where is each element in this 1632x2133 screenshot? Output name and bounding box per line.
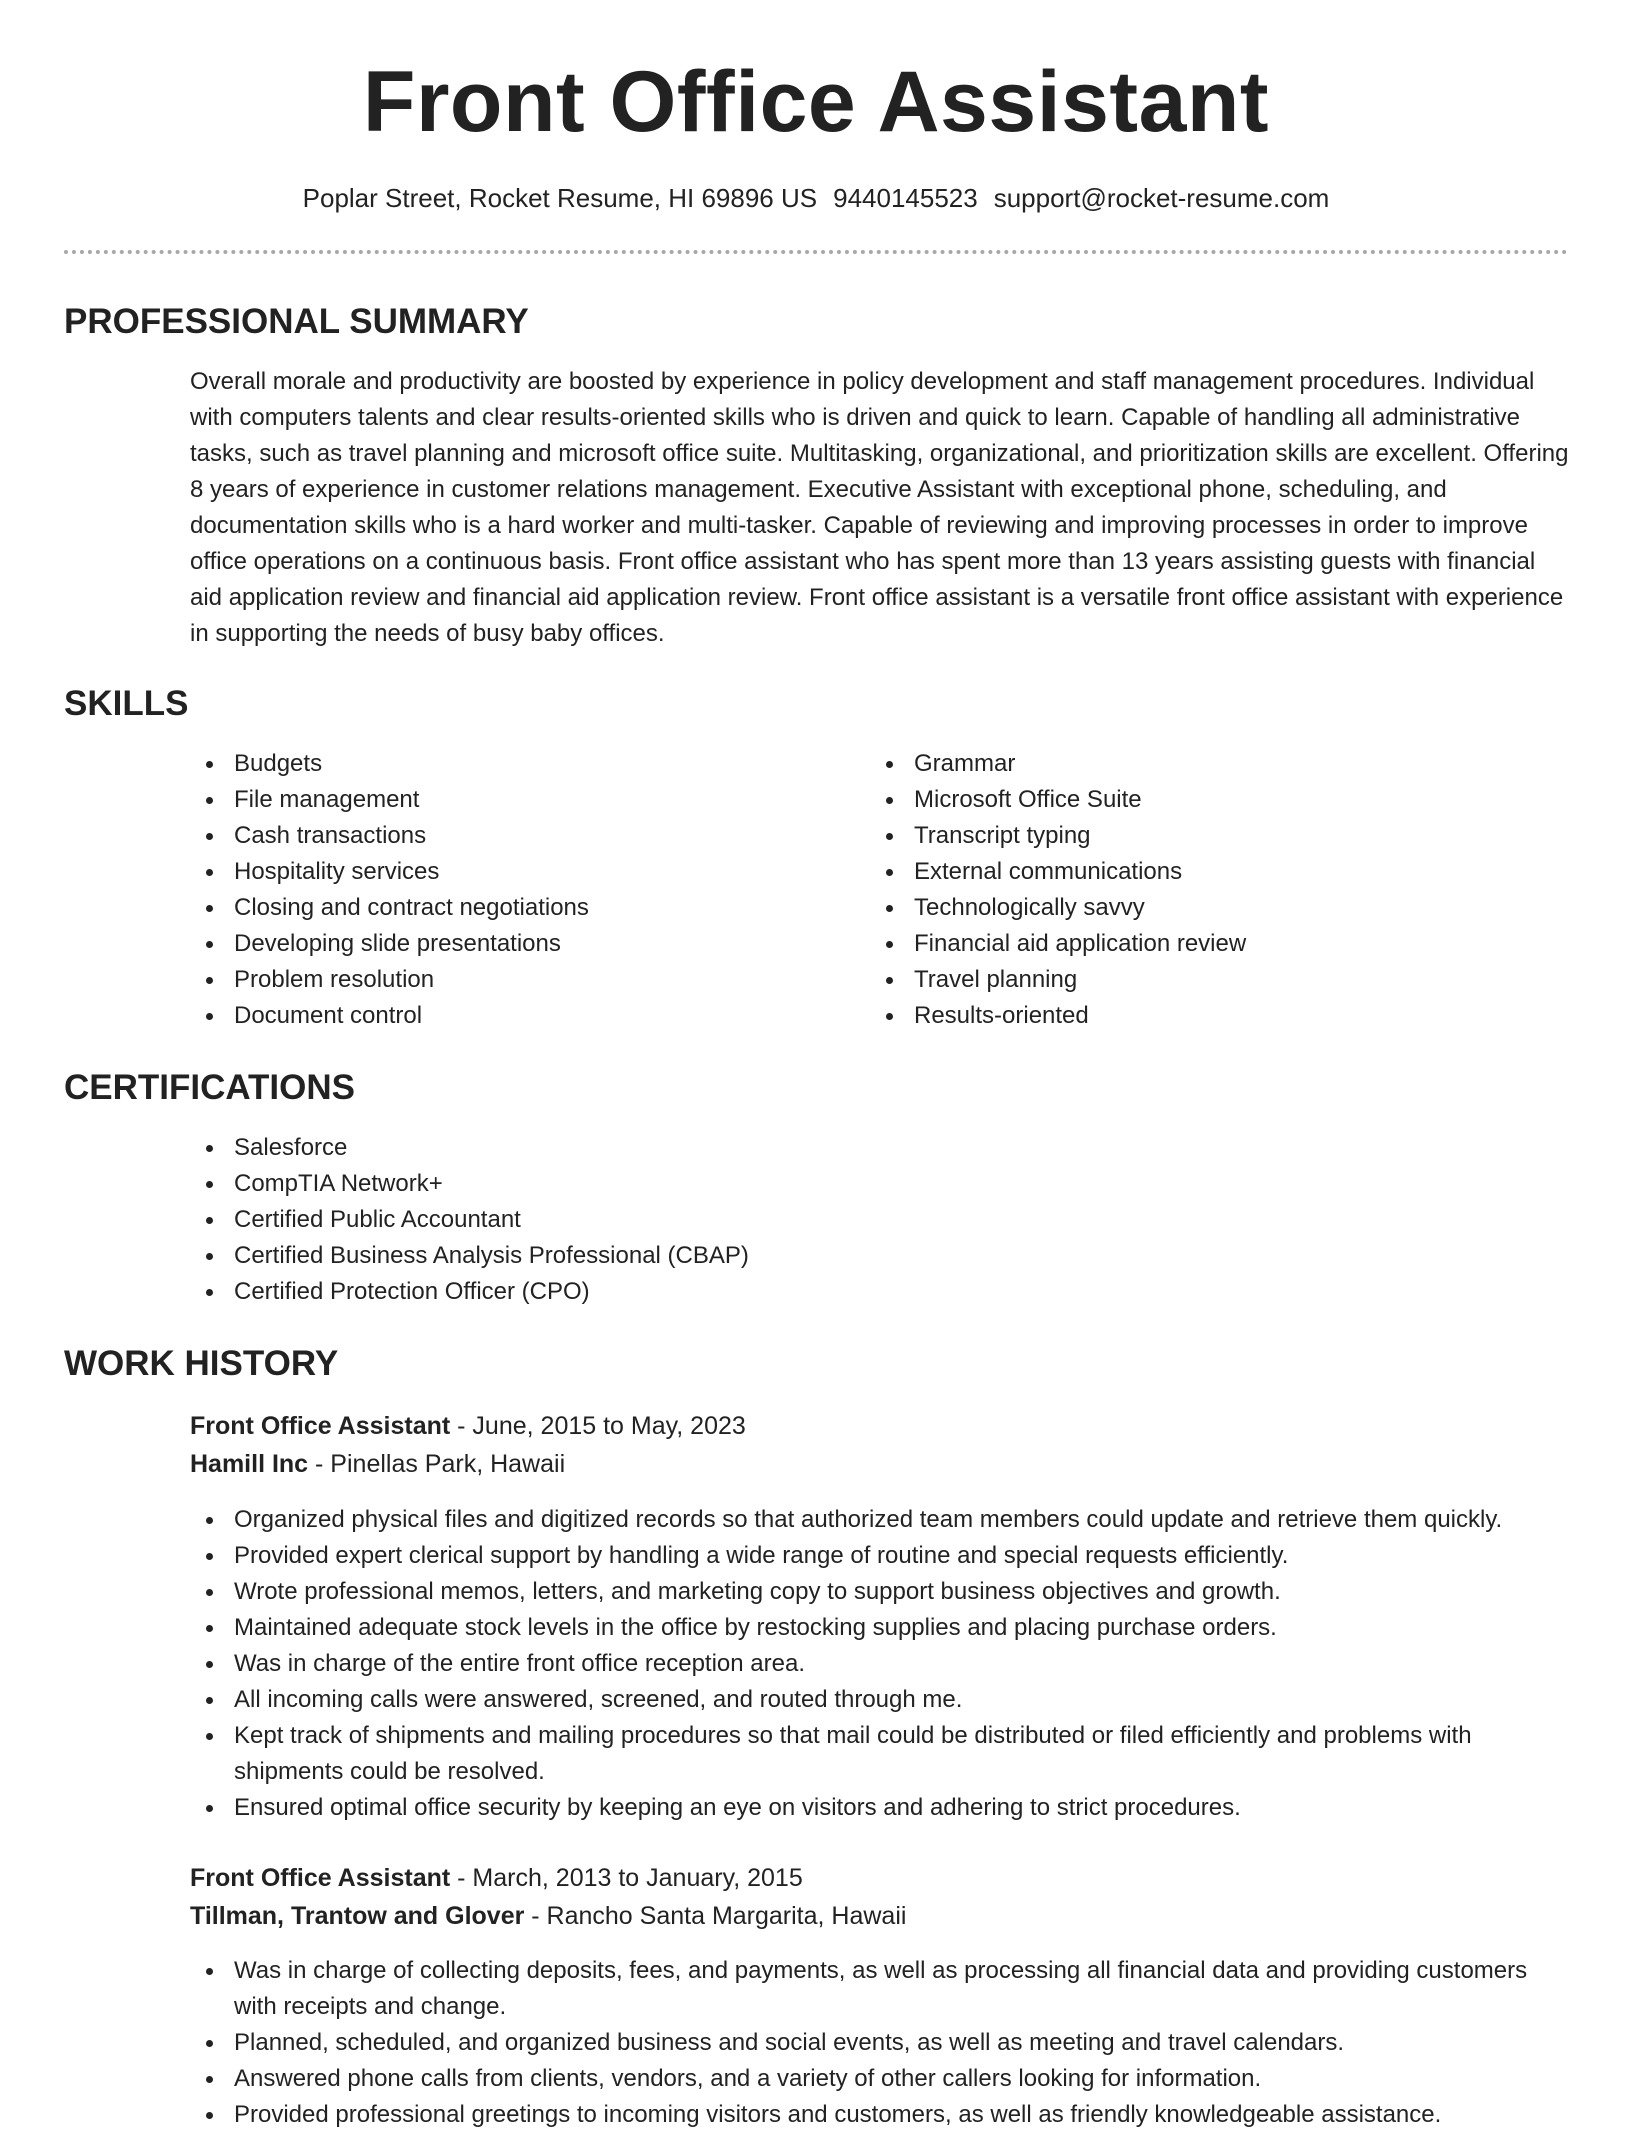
certification-item: CompTIA Network+ <box>190 1166 1190 1202</box>
job-title: Front Office Assistant <box>190 1412 451 1440</box>
job-dates: - March, 2013 to January, 2015 <box>450 1864 803 1892</box>
job-location: - Pinellas Park, Hawaii <box>308 1450 566 1478</box>
certification-item: Certified Public Accountant <box>190 1202 1190 1238</box>
job-duty-item: Answered phone calls from clients, vendors, and a variety of other callers looking for information. <box>190 2061 1570 2097</box>
skill-item: Financial aid application review <box>870 926 1550 962</box>
skill-item: Budgets <box>190 746 830 782</box>
certifications-list <box>190 1130 1190 1310</box>
job-duty-item: Maintained adequate stock levels in the office by restocking supplies and placing purchase orders. <box>190 1610 1570 1646</box>
summary-text: Overall morale and productivity are boosted by experience in policy development and staff management procedures. Individual with computers talents and clear results-oriented skills who is driven and quick to learn. Capable of handling all administrative tasks, such as travel planning and microsoft office suite. Multitasking, organizational, and prioritization skills are excellent. Offering 8 years of experience in customer relations management. Executive Assistant with exceptional phone, scheduling, and documentation skills who is a hard worker and multi-tasker. Capable of reviewing and improving processes in order to improve office operations on a continuous basis. Front office assistant who has spent more than 13 years assisting guests with financial aid application review and financial aid application review. Front office assistant is a versatile front office assistant with experience in supporting the needs of busy baby offices. <box>190 368 1569 647</box>
skill-item: Document control <box>190 998 830 1034</box>
job-duty-item: Planned, scheduled, and organized business and social events, as well as meeting and travel calendars. <box>190 2025 1570 2061</box>
job-company-line <box>190 1898 906 1934</box>
job-title-line <box>190 1860 803 1896</box>
contact-line <box>0 180 1632 216</box>
contact-email: support@rocket-resume.com <box>993 183 1330 213</box>
skill-item: External communications <box>870 854 1550 890</box>
job-duty-item: Was in charge of the entire front office reception area. <box>190 1646 1570 1682</box>
job-dates: - June, 2015 to May, 2023 <box>450 1412 746 1440</box>
skills-list-right <box>870 746 1550 1034</box>
skill-item: Problem resolution <box>190 962 830 998</box>
skill-item: Developing slide presentations <box>190 926 830 962</box>
job-duty-item: Organized physical files and digitized records so that authorized team members could update and retrieve them quickly. <box>190 1502 1570 1538</box>
job-duty-item: Provided expert clerical support by handling a wide range of routine and special requests efficiently. <box>190 1538 1570 1574</box>
skill-item: Transcript typing <box>870 818 1550 854</box>
skill-item: Results-oriented <box>870 998 1550 1034</box>
skill-item: Travel planning <box>870 962 1550 998</box>
resume-name-heading: Front Office Assistant <box>362 54 1270 150</box>
certification-item: Certified Protection Officer (CPO) <box>190 1274 1190 1310</box>
job-duty-item: Ensured optimal office security by keeping an eye on visitors and adhering to strict procedures. <box>190 1790 1570 1826</box>
certification-item: Salesforce <box>190 1130 1190 1166</box>
header-divider <box>64 250 1568 254</box>
certification-item: Certified Business Analysis Professional (CBAP) <box>190 1238 1190 1274</box>
skill-item: Closing and contract negotiations <box>190 890 830 926</box>
job-duty-item: Wrote professional memos, letters, and marketing copy to support business objectives and growth. <box>190 1574 1570 1610</box>
job-duty-item: Kept track of shipments and mailing procedures so that mail could be distributed or filed efficiently and problems with shipments could be resolved. <box>190 1718 1570 1790</box>
summary-heading: PROFESSIONAL SUMMARY <box>64 302 529 341</box>
job-duty-item: All incoming calls were answered, screened, and routed through me. <box>190 1682 1570 1718</box>
contact-address: Poplar Street, Rocket Resume, HI 69896 US <box>302 183 818 213</box>
job-company-line <box>190 1446 565 1482</box>
job-duty-item: Provided professional greetings to incoming visitors and customers, as well as friendly knowledgeable assistance. <box>190 2097 1570 2133</box>
certifications-heading: CERTIFICATIONS <box>64 1068 356 1107</box>
job-company: Tillman, Trantow and Glover <box>190 1902 525 1930</box>
skill-item: File management <box>190 782 830 818</box>
skills-list-left <box>190 746 830 1034</box>
work-history-heading: WORK HISTORY <box>64 1344 339 1383</box>
skill-item: Technologically savvy <box>870 890 1550 926</box>
job-company: Hamill Inc <box>190 1450 309 1478</box>
job-duties-list <box>190 1953 1570 2133</box>
job-duties-list <box>190 1502 1570 1826</box>
job-location: - Rancho Santa Margarita, Hawaii <box>524 1902 907 1930</box>
skill-item: Cash transactions <box>190 818 830 854</box>
job-title: Front Office Assistant <box>190 1864 451 1892</box>
job-title-line <box>190 1408 746 1444</box>
job-duty-item: Was in charge of collecting deposits, fees, and payments, as well as processing all financial data and providing customers with receipts and change. <box>190 1953 1570 2025</box>
skills-heading: SKILLS <box>64 684 189 723</box>
skill-item: Hospitality services <box>190 854 830 890</box>
contact-phone: 9440145523 <box>833 183 978 213</box>
skill-item: Microsoft Office Suite <box>870 782 1550 818</box>
skill-item: Grammar <box>870 746 1550 782</box>
